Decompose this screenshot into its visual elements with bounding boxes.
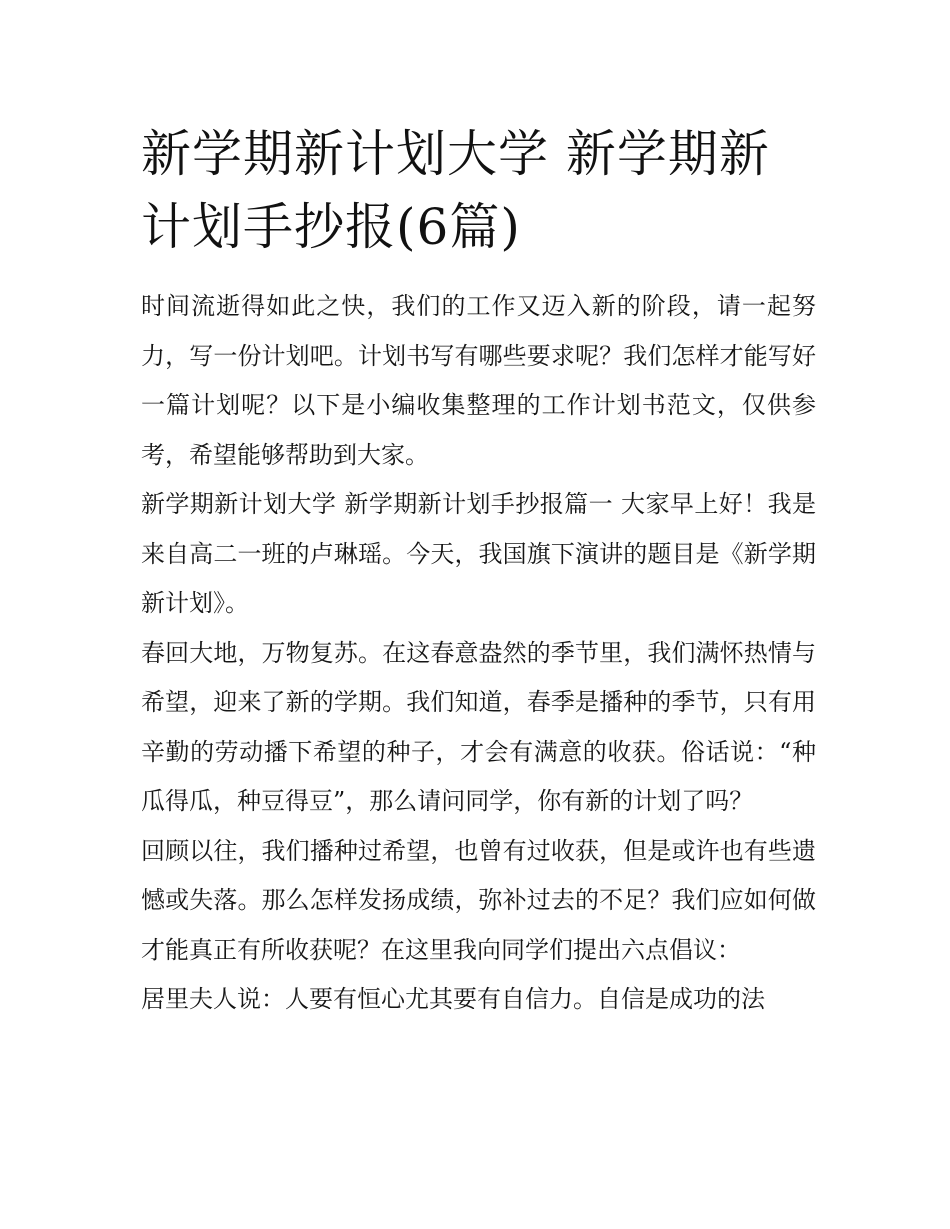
document-content	[141, 118, 816, 1025]
paragraph-spring: 春回大地，万物复苏。在这春意盎然的季节里，我们满怀热情与希望，迎来了新的学期。我们知道，春季是播种的季节，只有用辛勤的劳动播下希望的种子，才会有满意的收获。俗话说：“种瓜得瓜，种豆得豆”，那么请问同学，你有新的计划了吗？	[141, 638, 816, 815]
paragraph-intro: 时间流逝得如此之快，我们的工作又迈入新的阶段，请一起努力，写一份计划吧。计划书写有哪些要求呢？我们怎样才能写好一篇计划呢？以下是小编收集整理的工作计划书范文，仅供参考，希望能够帮助到大家。	[141, 292, 816, 469]
paragraph-speech-opening: 新学期新计划大学 新学期新计划手抄报篇一 大家早上好！我是来自高二一班的卢琳瑶。今天，我国旗下演讲的题目是《新学期新计划》。	[141, 490, 816, 617]
document-title: 新学期新计划大学 新学期新计划手抄报(6篇)	[141, 125, 770, 256]
paragraph-review: 回顾以往，我们播种过希望，也曾有过收获，但是或许也有些遗憾或失落。那么怎样发扬成绩，弥补过去的不足？我们应如何做才能真正有所收获呢？在这里我向同学们提出六点倡议：	[141, 836, 816, 964]
document-body	[141, 282, 816, 1025]
paragraph-curie-quote: 居里夫人说：人要有恒心尤其要有自信力。自信是成功的法	[141, 985, 765, 1013]
